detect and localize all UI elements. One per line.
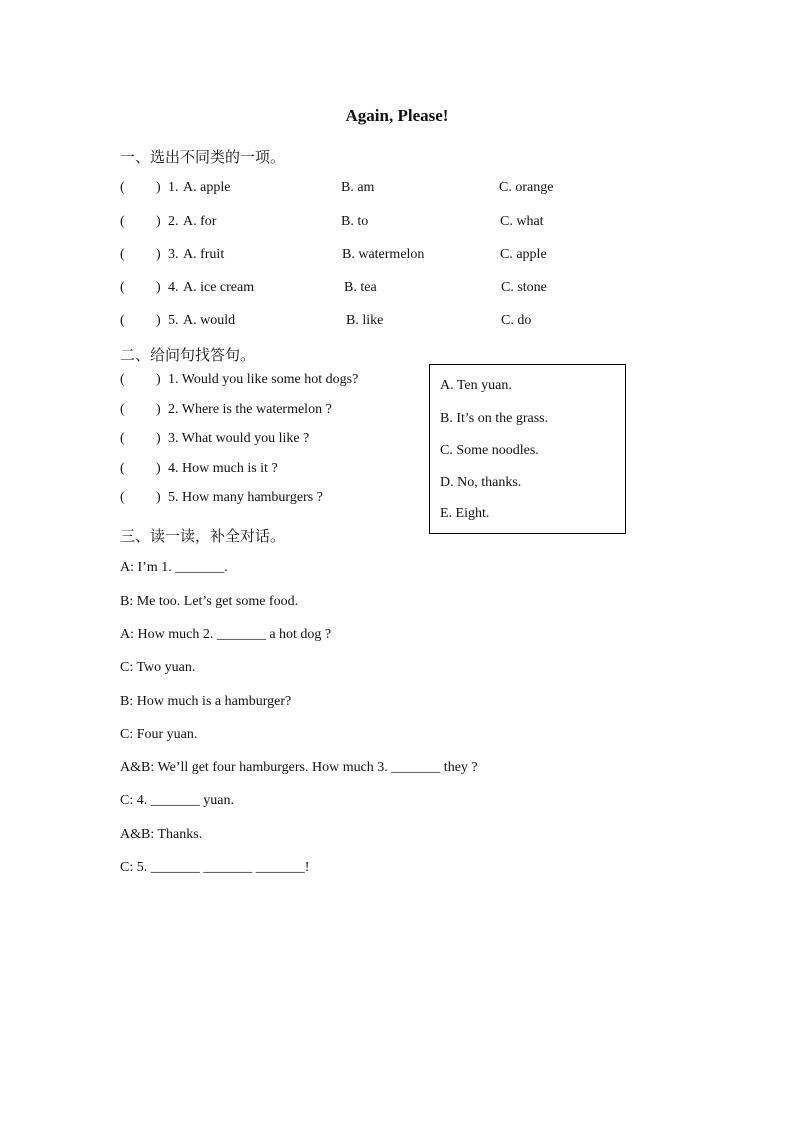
item-number: 1. bbox=[168, 180, 179, 195]
option-a: A. fruit bbox=[183, 247, 225, 262]
option-b: B. tea bbox=[344, 280, 377, 295]
dialogue-line-10: C: 5. _______ _______ _______! bbox=[120, 860, 310, 875]
answer-a: A. Ten yuan. bbox=[440, 378, 512, 393]
paren-open: ( bbox=[120, 280, 125, 295]
dialogue-line-7: A&B: We’ll get four hamburgers. How much 3. _______ they ? bbox=[120, 760, 478, 775]
option-b: B. watermelon bbox=[342, 247, 425, 262]
option-a: A. for bbox=[183, 214, 217, 229]
option-a: A. apple bbox=[183, 180, 231, 195]
paren-open: ( bbox=[120, 313, 125, 328]
answer-b: B. It’s on the grass. bbox=[440, 411, 549, 426]
option-b: B. am bbox=[341, 180, 375, 195]
section-3-heading: 三、读一读，补全对话。 bbox=[120, 527, 286, 545]
question-text: 4. How much is it ? bbox=[168, 461, 278, 476]
paren-close: ) bbox=[156, 372, 161, 387]
option-c: C. apple bbox=[500, 247, 547, 262]
paren-open: ( bbox=[120, 490, 125, 505]
option-c: C. what bbox=[500, 214, 544, 229]
paren-close: ) bbox=[156, 490, 161, 505]
answer-e: E. Eight. bbox=[440, 506, 490, 521]
paren-close: ) bbox=[156, 313, 161, 328]
item-number: 5. bbox=[168, 313, 179, 328]
item-number: 3. bbox=[168, 247, 179, 262]
paren-close: ) bbox=[156, 461, 161, 476]
question-text: 3. What would you like ? bbox=[168, 431, 310, 446]
paren-close: ) bbox=[156, 247, 161, 262]
answer-c: C. Some noodles. bbox=[440, 443, 539, 458]
dialogue-line-3: A: How much 2. _______ a hot dog ? bbox=[120, 627, 332, 642]
answer-box bbox=[429, 364, 626, 534]
option-b: B. to bbox=[341, 214, 369, 229]
option-b: B. like bbox=[346, 313, 384, 328]
item-number: 4. bbox=[168, 280, 179, 295]
dialogue-line-5: B: How much is a hamburger? bbox=[120, 694, 292, 709]
item-number: 2. bbox=[168, 214, 179, 229]
dialogue-line-6: C: Four yuan. bbox=[120, 727, 198, 742]
section-2-heading: 二、给问句找答句。 bbox=[120, 346, 256, 364]
question-text: 1. Would you like some hot dogs? bbox=[168, 372, 359, 387]
dialogue-line-8: C: 4. _______ yuan. bbox=[120, 793, 234, 808]
paren-open: ( bbox=[120, 180, 125, 195]
option-c: C. do bbox=[501, 313, 532, 328]
option-a: A. ice cream bbox=[183, 280, 255, 295]
dialogue-line-2: B: Me too. Let’s get some food. bbox=[120, 594, 299, 609]
paren-open: ( bbox=[120, 402, 125, 417]
page-title: Again, Please! bbox=[345, 106, 449, 125]
paren-close: ) bbox=[156, 402, 161, 417]
paren-close: ) bbox=[156, 180, 161, 195]
dialogue-line-4: C: Two yuan. bbox=[120, 660, 196, 675]
dialogue-line-1: A: I’m 1. _______. bbox=[120, 560, 228, 575]
section-1-heading: 一、选出不同类的一项。 bbox=[120, 148, 286, 166]
paren-open: ( bbox=[120, 214, 125, 229]
question-text: 5. How many hamburgers ? bbox=[168, 490, 323, 505]
paren-close: ) bbox=[156, 431, 161, 446]
paren-close: ) bbox=[156, 280, 161, 295]
paren-open: ( bbox=[120, 247, 125, 262]
dialogue-line-9: A&B: Thanks. bbox=[120, 827, 203, 842]
option-c: C. stone bbox=[501, 280, 547, 295]
paren-close: ) bbox=[156, 214, 161, 229]
paren-open: ( bbox=[120, 431, 125, 446]
option-c: C. orange bbox=[499, 180, 554, 195]
answer-d: D. No, thanks. bbox=[440, 475, 522, 490]
paren-open: ( bbox=[120, 461, 125, 476]
question-text: 2. Where is the watermelon ? bbox=[168, 402, 332, 417]
paren-open: ( bbox=[120, 372, 125, 387]
option-a: A. would bbox=[183, 313, 236, 328]
